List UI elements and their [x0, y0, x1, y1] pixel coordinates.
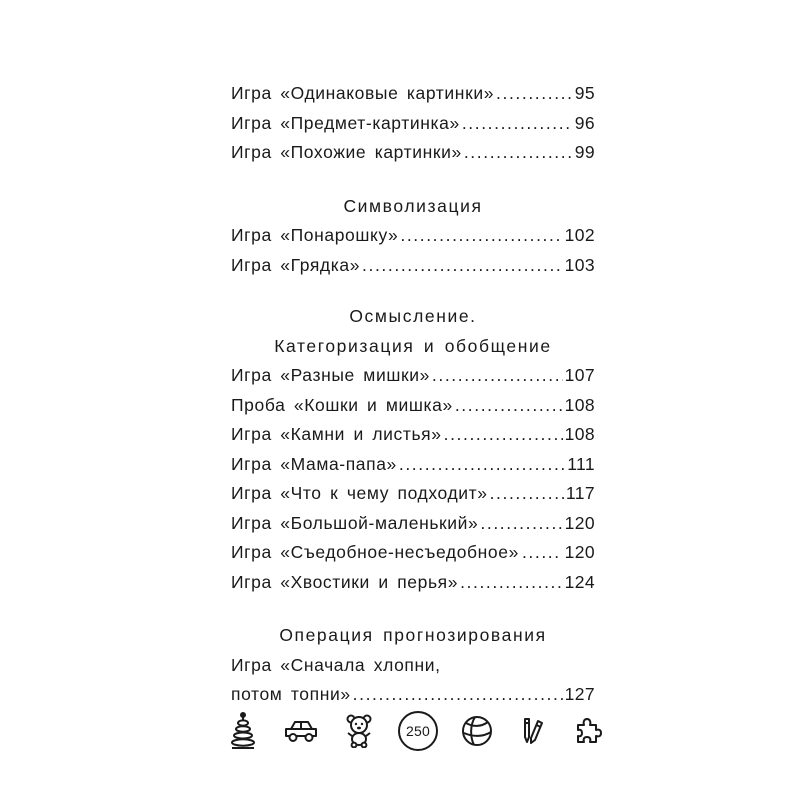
- toc-entry-title-cont: потом топни»: [231, 684, 351, 704]
- dot-leader: [464, 138, 573, 168]
- toc-entry-title: Игра «Предмет-картинка»: [231, 112, 460, 133]
- toc-entry-page: 107: [564, 365, 595, 385]
- pencils-icon: [516, 711, 550, 751]
- toc-entry-page: 124: [564, 571, 595, 592]
- dot-leader: [362, 251, 563, 281]
- toc-entry[interactable]: [231, 420, 595, 450]
- dot-leader: [480, 509, 562, 539]
- puzzle-piece-icon: [572, 711, 606, 751]
- toc-entry-title: Игра «Разные мишки»: [231, 365, 430, 385]
- toc-entry[interactable]: [231, 509, 595, 539]
- toc-entry[interactable]: [231, 361, 595, 391]
- dot-leader: [496, 79, 573, 109]
- section-heading-prediction: Операция прогнозирования: [279, 625, 547, 645]
- toc-entry-title: Игра «Грядка»: [231, 254, 361, 275]
- dot-leader: [353, 680, 563, 710]
- ball-icon: [460, 711, 494, 751]
- toc-entry[interactable]: [231, 109, 595, 139]
- toc-entry-title: Игра «Мама-папа»: [231, 453, 397, 474]
- toc-entry-title: Игра «Сначала хлопни,: [231, 654, 441, 675]
- dot-leader: [522, 538, 562, 568]
- toc-entry-page: 111: [567, 453, 595, 474]
- pyramid-toy-icon: [226, 711, 260, 751]
- toc-entry-line1[interactable]: [231, 651, 595, 681]
- toc-entry[interactable]: [231, 221, 595, 251]
- toc-entry-title: Игра «Похожие картинки»: [231, 142, 462, 162]
- dot-leader: [460, 568, 563, 598]
- section-heading-symbolization: Символизация: [343, 195, 483, 216]
- toc-entry-page: 99: [574, 142, 595, 162]
- toc-entry-title: Игра «Большой-маленький»: [231, 512, 479, 533]
- toc-entry[interactable]: [231, 138, 595, 168]
- toc-entry[interactable]: [231, 79, 595, 109]
- toc-entry[interactable]: [231, 568, 595, 598]
- section-heading-categorization: Категоризация и обобщение: [274, 335, 552, 356]
- dot-leader: [462, 109, 573, 139]
- toc-entry-title: Игра «Съедобное-несъедобное»: [231, 542, 519, 562]
- toc-entry[interactable]: [231, 538, 595, 568]
- toc-entry[interactable]: [231, 251, 595, 281]
- toc-entry-title: Игра «Понарошку»: [231, 225, 399, 245]
- toc-entry-page: 117: [565, 483, 595, 503]
- toc-entry-page: 120: [564, 542, 595, 562]
- toc-entry-page: 96: [574, 112, 595, 133]
- dot-leader: [432, 361, 563, 391]
- toc-entry-page: 103: [564, 254, 595, 275]
- toc-entry[interactable]: [231, 479, 595, 509]
- toc-entry-page: 108: [564, 424, 595, 444]
- toc-entry[interactable]: [231, 680, 595, 710]
- toc-entry-title: Игра «Что к чему подходит»: [231, 483, 488, 503]
- dot-leader: [444, 420, 563, 450]
- teddy-bear-icon: [342, 711, 376, 751]
- toc-entry-title: Игра «Камни и листья»: [231, 424, 442, 444]
- table-of-contents: [231, 79, 595, 710]
- toc-entry[interactable]: [231, 450, 595, 480]
- section-heading-comprehension: Осмысление.: [349, 306, 477, 326]
- dot-leader: [399, 450, 565, 480]
- dot-leader: [455, 391, 563, 421]
- toc-entry-page: 120: [564, 512, 595, 533]
- page-number: 250: [398, 711, 438, 751]
- toy-car-icon: [282, 711, 320, 751]
- toc-entry[interactable]: [231, 391, 595, 421]
- toc-entry-title: Проба «Кошки и мишка»: [231, 394, 453, 415]
- toc-entry-page: 102: [564, 225, 595, 245]
- toc-entry-page: 95: [574, 83, 595, 103]
- toc-entry-title: Игра «Одинаковые картинки»: [231, 83, 495, 103]
- page-footer: [226, 709, 606, 753]
- toc-entry-title: Игра «Хвостики и перья»: [231, 571, 459, 592]
- toc-entry-page: 108: [564, 394, 595, 415]
- toc-entry-page: 127: [564, 684, 595, 704]
- dot-leader: [400, 221, 562, 251]
- dot-leader: [490, 479, 564, 509]
